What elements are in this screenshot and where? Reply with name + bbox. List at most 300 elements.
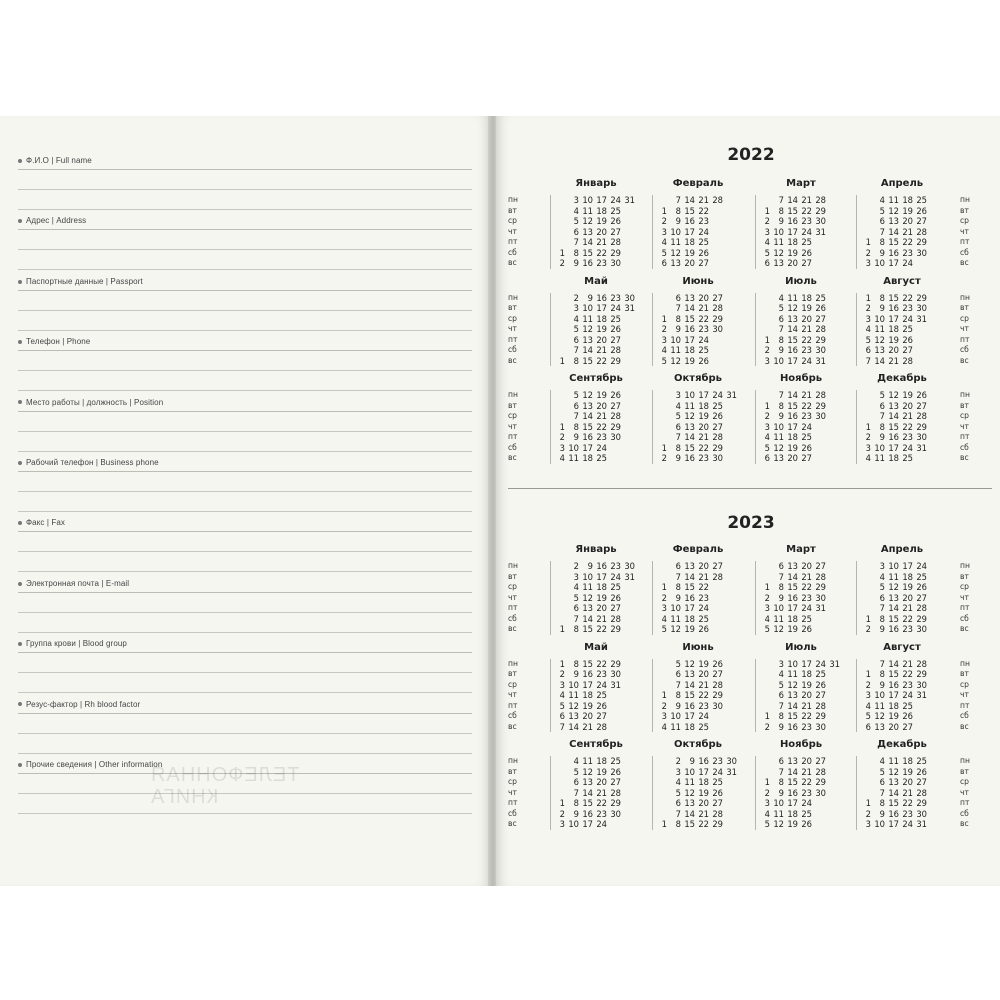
day-number: 5	[661, 247, 667, 258]
day-number: 29	[815, 777, 826, 787]
day-number: 8	[573, 658, 579, 669]
weekday-row	[653, 809, 745, 820]
weekday-label: сб	[508, 247, 517, 257]
day-number: 28	[610, 787, 621, 798]
day-number: 24	[801, 421, 812, 432]
day-number: 12	[874, 334, 885, 345]
month-name: Август	[883, 641, 921, 653]
day-number: 10	[670, 603, 681, 613]
day-number: 2	[764, 592, 770, 603]
day-empty	[723, 237, 737, 248]
day-number: 7	[865, 355, 871, 366]
weekday-row	[653, 345, 745, 356]
month-day-grid	[856, 561, 949, 635]
day-empty	[621, 624, 635, 635]
day-number: 1	[764, 400, 770, 411]
weekday-row	[551, 819, 643, 830]
day-number: 1	[764, 777, 770, 787]
writing-line	[18, 249, 472, 250]
day-number: 25	[801, 237, 812, 247]
day-number: 2	[661, 592, 667, 603]
day-number: 19	[787, 819, 798, 829]
day-number: 20	[698, 421, 709, 432]
weekday-row	[756, 603, 848, 614]
weekday-row	[551, 195, 643, 206]
day-number: 31	[610, 679, 621, 690]
weekday-label: ср	[960, 313, 969, 323]
day-empty	[621, 453, 635, 464]
day-empty	[621, 603, 635, 614]
day-number: 22	[596, 624, 607, 634]
day-number: 13	[582, 603, 593, 613]
day-number: 2	[865, 247, 871, 258]
day-empty	[826, 335, 840, 346]
month-day-grid	[856, 195, 949, 269]
day-empty	[709, 206, 723, 217]
day-number: 9	[778, 787, 784, 798]
day-number: 6	[879, 400, 885, 411]
day-empty	[653, 659, 667, 670]
day-number: 17	[902, 561, 913, 571]
weekday-label: вт	[508, 400, 517, 410]
day-number: 16	[787, 787, 798, 798]
day-empty	[812, 248, 826, 259]
day-empty	[621, 390, 635, 401]
day-number: 22	[698, 690, 709, 700]
day-number: 31	[916, 819, 927, 829]
weekday-row	[756, 237, 848, 248]
field-label	[18, 216, 86, 225]
weekday-row	[857, 809, 949, 820]
month-name: Сентябрь	[569, 373, 623, 384]
day-number: 9	[573, 432, 579, 442]
day-number: 1	[865, 798, 871, 808]
day-number: 19	[801, 303, 812, 313]
day-number: 24	[596, 679, 607, 690]
weekday-label: чт	[508, 324, 517, 333]
day-empty	[857, 756, 871, 767]
day-empty	[621, 432, 635, 443]
day-number: 20	[596, 400, 607, 411]
day-number: 12	[787, 679, 798, 690]
day-empty	[927, 206, 941, 217]
weekday-row	[756, 195, 848, 206]
day-number: 29	[610, 247, 621, 258]
day-number: 29	[815, 205, 826, 216]
day-empty	[723, 258, 737, 269]
day-number: 11	[684, 777, 695, 787]
day-number: 20	[888, 345, 899, 355]
day-number: 12	[582, 216, 593, 226]
writing-line	[18, 632, 472, 633]
day-number: 8	[778, 777, 784, 787]
weekday-label: ср	[508, 679, 517, 689]
day-number: 21	[902, 411, 913, 421]
day-number: 8	[778, 334, 784, 345]
day-number: 22	[801, 400, 812, 411]
day-empty	[621, 335, 635, 346]
day-number: 12	[582, 766, 593, 777]
day-number: 21	[801, 390, 812, 400]
day-number: 13	[787, 756, 798, 766]
day-number: 19	[801, 679, 812, 690]
day-number: 27	[916, 400, 927, 411]
day-number: 20	[801, 690, 812, 700]
day-empty	[927, 303, 941, 314]
day-empty	[857, 777, 871, 788]
form-field	[18, 216, 472, 276]
day-number: 21	[801, 195, 812, 205]
day-number: 18	[698, 400, 709, 411]
day-empty	[927, 701, 941, 712]
weekday-row	[653, 572, 745, 583]
day-number: 17	[596, 571, 607, 582]
month-block	[751, 739, 851, 827]
day-empty	[551, 572, 565, 583]
day-number: 24	[902, 313, 913, 324]
day-empty	[621, 411, 635, 422]
day-number: 20	[801, 561, 812, 571]
weekday-row	[551, 809, 643, 820]
day-number: 6	[675, 421, 681, 432]
day-number: 3	[559, 679, 565, 690]
day-number: 5	[865, 711, 871, 721]
writing-line	[18, 672, 472, 673]
day-number: 4	[865, 453, 871, 463]
weekday-row	[756, 345, 848, 356]
weekday-row	[756, 593, 848, 604]
day-empty	[826, 303, 840, 314]
day-number: 20	[582, 711, 593, 721]
day-number: 8	[778, 205, 784, 216]
day-number: 5	[661, 355, 667, 366]
day-number: 12	[888, 766, 899, 777]
day-number: 11	[874, 324, 885, 334]
day-number: 20	[888, 721, 899, 732]
day-number: 14	[787, 195, 798, 205]
day-number: 14	[684, 195, 695, 205]
day-number: 8	[879, 421, 885, 432]
weekday-row	[653, 258, 745, 269]
day-number: 1	[661, 690, 667, 700]
day-number: 6	[675, 669, 681, 679]
weekday-row	[653, 680, 745, 691]
weekday-label: ср	[508, 411, 517, 420]
day-empty	[857, 603, 871, 614]
day-number: 13	[787, 313, 798, 324]
weekday-label: сб	[960, 345, 969, 354]
day-number: 12	[670, 624, 681, 634]
day-number: 7	[573, 411, 579, 421]
day-empty	[927, 248, 941, 259]
day-number: 1	[661, 819, 667, 829]
weekday-row	[653, 206, 745, 217]
day-number: 26	[712, 658, 723, 669]
day-number: 22	[801, 334, 812, 345]
bullet-icon	[18, 582, 22, 586]
day-empty	[621, 422, 635, 433]
day-number: 16	[684, 324, 695, 334]
day-number: 1	[661, 582, 667, 592]
weekday-row	[551, 248, 643, 259]
day-number: 23	[596, 258, 607, 268]
bullet-icon	[18, 280, 22, 284]
weekday-row	[551, 422, 643, 433]
day-number: 14	[888, 226, 899, 237]
day-number: 15	[888, 292, 899, 303]
day-number: 22	[596, 421, 607, 432]
day-number: 21	[698, 679, 709, 690]
month-day-grid	[652, 756, 745, 830]
day-number: 18	[888, 700, 899, 711]
day-number: 21	[902, 603, 913, 613]
bullet-icon	[18, 702, 22, 706]
day-empty	[723, 669, 737, 680]
weekday-row	[653, 216, 745, 227]
day-number: 20	[596, 334, 607, 345]
day-number: 16	[582, 432, 593, 442]
weekday-row	[857, 432, 949, 443]
weekday-label: ср	[960, 777, 969, 786]
day-number: 15	[684, 690, 695, 700]
day-empty	[723, 603, 737, 614]
day-empty	[723, 335, 737, 346]
weekday-row	[551, 411, 643, 422]
writing-line	[18, 511, 472, 512]
weekday-row	[756, 690, 848, 701]
day-empty	[826, 788, 840, 799]
day-number: 10	[773, 421, 784, 432]
month-name: Июнь	[682, 641, 714, 653]
month-day-grid	[550, 659, 643, 733]
day-empty	[723, 561, 737, 572]
day-number: 26	[610, 324, 621, 334]
day-number: 25	[610, 756, 621, 766]
day-number: 15	[684, 819, 695, 829]
weekday-row	[653, 303, 745, 314]
day-number: 12	[888, 582, 899, 592]
day-number: 7	[573, 613, 579, 624]
weekday-row	[653, 443, 745, 454]
weekday-row	[857, 593, 949, 604]
day-number: 7	[879, 226, 885, 237]
day-number: 11	[874, 700, 885, 711]
day-number: 24	[610, 571, 621, 582]
day-number: 25	[916, 571, 927, 582]
day-number: 3	[573, 303, 579, 313]
day-empty	[826, 422, 840, 433]
day-number: 24	[610, 303, 621, 313]
day-empty	[551, 603, 565, 614]
day-number: 9	[675, 592, 681, 603]
day-number: 16	[582, 808, 593, 819]
day-empty	[551, 216, 565, 227]
day-number: 15	[787, 205, 798, 216]
day-number: 18	[684, 721, 695, 732]
day-number: 3	[764, 355, 770, 366]
day-number: 21	[582, 721, 593, 732]
month-day-grid	[652, 659, 745, 733]
day-number: 6	[865, 345, 871, 355]
writing-line	[18, 269, 472, 270]
day-number: 29	[916, 669, 927, 679]
day-number: 29	[610, 658, 621, 669]
day-number: 30	[916, 808, 927, 819]
day-empty	[653, 572, 667, 583]
day-empty	[826, 411, 840, 422]
day-empty	[621, 356, 635, 367]
day-number: 1	[865, 237, 871, 247]
day-number: 17	[787, 226, 798, 237]
day-number: 24	[712, 766, 723, 777]
day-number: 4	[661, 345, 667, 355]
day-number: 10	[773, 798, 784, 808]
day-number: 11	[582, 313, 593, 324]
weekday-row	[551, 756, 643, 767]
day-number: 19	[596, 592, 607, 603]
month-block	[648, 544, 748, 632]
day-number: 26	[916, 205, 927, 216]
day-number: 14	[582, 237, 593, 247]
day-number: 22	[902, 292, 913, 303]
weekday-label: вт	[508, 571, 517, 581]
day-number: 10	[582, 195, 593, 205]
day-number: 18	[801, 292, 812, 303]
day-empty	[551, 335, 565, 346]
day-number: 9	[879, 679, 885, 690]
weekday-row	[857, 614, 949, 625]
month-name: Июнь	[682, 275, 714, 287]
day-number: 5	[879, 390, 885, 400]
day-number: 27	[801, 258, 812, 268]
day-number: 9	[689, 756, 695, 766]
weekday-row	[653, 711, 745, 722]
day-number: 28	[916, 603, 927, 613]
field-label	[18, 458, 159, 467]
writing-line	[18, 290, 472, 291]
weekday-row	[653, 798, 745, 809]
day-number: 21	[902, 787, 913, 798]
day-number: 11	[888, 195, 899, 205]
day-number: 17	[787, 798, 798, 808]
day-number: 19	[684, 624, 695, 634]
day-number: 9	[879, 432, 885, 442]
day-number: 7	[675, 571, 681, 582]
day-number: 23	[610, 561, 621, 571]
day-number: 10	[874, 313, 885, 324]
day-number: 3	[764, 226, 770, 237]
day-empty	[826, 248, 840, 259]
day-empty	[551, 345, 565, 356]
day-number: 22	[902, 613, 913, 624]
day-number: 30	[610, 258, 621, 268]
day-empty	[826, 216, 840, 227]
day-empty	[927, 195, 941, 206]
day-empty	[826, 777, 840, 788]
day-number: 11	[773, 808, 784, 819]
day-number: 1	[559, 658, 565, 669]
day-empty	[653, 195, 667, 206]
day-empty	[621, 767, 635, 778]
day-number: 13	[888, 400, 899, 411]
day-number: 13	[582, 334, 593, 345]
weekday-row	[653, 390, 745, 401]
day-number: 16	[888, 808, 899, 819]
month-day-grid	[652, 561, 745, 635]
day-number: 16	[888, 624, 899, 634]
month-block	[546, 544, 646, 632]
day-number: 13	[670, 258, 681, 268]
day-number: 3	[778, 658, 784, 669]
day-number: 18	[902, 571, 913, 582]
day-number: 6	[573, 603, 579, 613]
day-number: 30	[916, 679, 927, 690]
day-number: 29	[815, 400, 826, 411]
day-number: 26	[815, 303, 826, 313]
field-label-text: Ф.И.О | Full name	[26, 156, 92, 165]
month-name: Ноябрь	[779, 373, 823, 384]
day-number: 21	[596, 411, 607, 421]
day-empty	[826, 432, 840, 443]
day-empty	[812, 432, 826, 443]
day-empty	[927, 356, 941, 367]
day-number: 25	[801, 432, 812, 442]
day-number: 5	[675, 411, 681, 421]
day-empty	[723, 453, 737, 464]
day-number: 9	[778, 592, 784, 603]
field-label	[18, 579, 129, 588]
day-empty	[812, 443, 826, 454]
day-number: 19	[698, 411, 709, 421]
day-number: 14	[582, 613, 593, 624]
weekday-label: вт	[960, 303, 969, 312]
day-number: 26	[801, 442, 812, 453]
day-empty	[709, 711, 723, 722]
weekday-row	[551, 701, 643, 712]
weekday-row	[551, 561, 643, 572]
weekday-label: вс	[508, 355, 517, 365]
day-empty	[927, 680, 941, 691]
day-number: 9	[675, 700, 681, 711]
month-block	[751, 178, 851, 266]
weekday-label: сб	[508, 613, 517, 623]
day-number: 28	[712, 571, 723, 582]
day-number: 23	[801, 345, 812, 355]
day-empty	[723, 680, 737, 691]
weekday-label: вс	[960, 258, 969, 267]
day-number: 22	[801, 205, 812, 216]
weekday-row	[551, 227, 643, 238]
day-number: 9	[879, 247, 885, 258]
weekday-label: вт	[960, 400, 969, 410]
day-number: 6	[879, 592, 885, 603]
writing-line	[18, 330, 472, 331]
day-number: 12	[684, 787, 695, 798]
day-empty	[723, 798, 737, 809]
weekday-label: пн	[960, 561, 970, 570]
day-number: 28	[815, 700, 826, 711]
day-empty	[927, 614, 941, 625]
day-empty	[927, 422, 941, 433]
weekday-row	[857, 624, 949, 635]
day-number: 21	[698, 432, 709, 442]
weekday-label: вс	[508, 624, 517, 633]
weekday-row	[756, 314, 848, 325]
day-number: 13	[568, 711, 579, 721]
day-empty	[826, 206, 840, 217]
day-number: 23	[801, 787, 812, 798]
writing-line	[18, 733, 472, 734]
